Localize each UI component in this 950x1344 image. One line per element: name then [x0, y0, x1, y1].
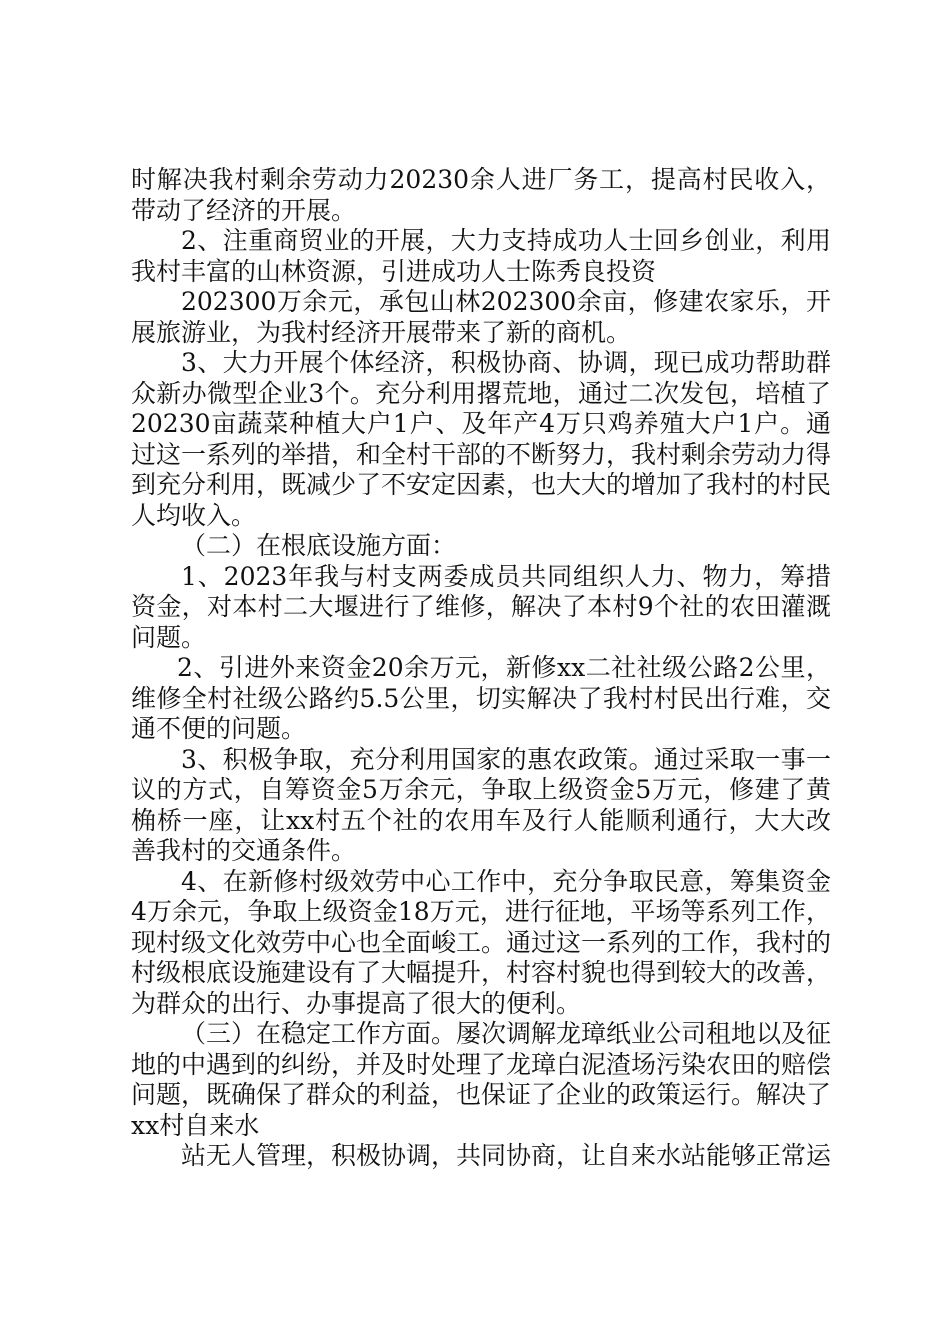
paragraph-10: 站无人管理，积极协调，共同协商，让自来水站能够正常运 [181, 1141, 832, 1170]
paragraph-6: 2、引进外来资金20余万元，新修xx二社社级公路2公里，维修全村社级公路约5.5公里，切实解决了我村村民出行难，交通不便的问题。 [131, 653, 831, 743]
paragraph-7: 3、积极争取，充分利用国家的惠农政策。通过采取一事一议的方式，自筹资金5万余元，争取上级资金5万元，修建了黄桷桥一座，让xx村五个社的农用车及行人能顺利通行，大大改善我村的交通条件。 [131, 744, 831, 865]
paragraph-0: 时解决我村剩余劳动力20230余人进厂务工，提高村民收入，带动了经济的开展。 [131, 165, 831, 225]
section-heading-2: （二）在根底设施方面： [181, 531, 457, 560]
paragraph-3: 3、大力开展个体经济，积极协商、协调，现已成功帮助群众新办微型企业3个。充分利用撂荒地，通过二次发包，培植了20230亩蔬菜种植大户1户、及年产4万只鸡养殖大户1户。通过这一系列的举措，和全村干部的不断努力，我村剩余劳动力得到充分利用，既减少了不安定因素，也大大的增加了我村的村民人均收入。 [131, 348, 832, 530]
paragraph-1: 2、注重商贸业的开展，大力支持成功人士回乡创业，利用我村丰富的山林资源，引进成功人士陈秀良投资 [131, 226, 831, 286]
paragraph-2: 202300万余元，承包山林202300余亩，修建农家乐，开展旅游业，为我村经济开展带来了新的商机。 [131, 287, 831, 347]
document-body [131, 165, 831, 1172]
paragraph-8: 4、在新修村级效劳中心工作中，充分争取民意，筹集资金4万余元，争取上级资金18万元，进行征地，平场等系列工作，现村级文化效劳中心也全面峻工。通过这一系列的工作，我村的村级根底设施建设有了大幅提升，村容村貌也得到较大的改善，为群众的出行、办事提高了很大的便利。 [131, 866, 832, 1018]
section-heading-3: （三）在稳定工作方面。屡次调解龙璋纸业公司租地以及征地的中遇到的纠纷，并及时处理了龙璋白泥渣场污染农田的赔偿问题，既确保了群众的利益，也保证了企业的政策运行。解决了xx村自来水 [131, 1019, 832, 1140]
paragraph-5: 1、2023年我与村支两委成员共同组织人力、物力，筹措资金，对本村二大堰进行了维修，解决了本村9个社的农田灌溉问题。 [131, 561, 831, 652]
